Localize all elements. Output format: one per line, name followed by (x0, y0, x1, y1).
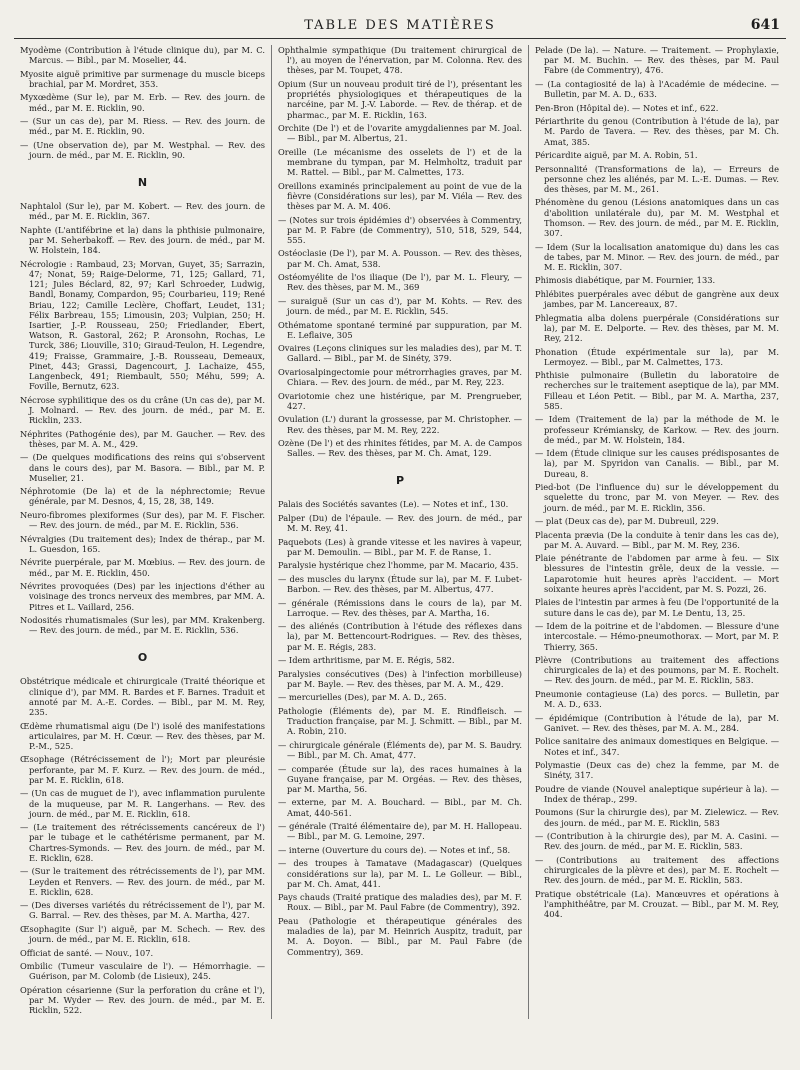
index-entry: — chirurgicale générale (Éléments de), par M. S. Baudry. — Bibl., par M. Ch. Amat, 477. (278, 739, 522, 760)
index-entry: — générale (Traité élémentaire de), par M. H. Hallopeau. — Bibl., par M. G. Lemoine, 297. (278, 821, 522, 842)
index-entry: — mercurielles (Des), par M. A. D., 265. (278, 692, 447, 703)
index-entry: Poumons (Sur la chirurgie des), par M. Zielewicz. — Rev. des journ. de méd., par M. E. Ricklin, 583 (535, 807, 779, 828)
index-entry: — (Contribution à la chirurgie des), par M. A. Casini. — Rev. des journ. de méd., par M. E. Ricklin, 583. (535, 831, 779, 852)
index-entry: Naphte (L'antifébrine et la) dans la phthisie pulmonaire, par M. Seherbakoff. — Rev. des journ. de méd., par M. W. Holstein, 184. (20, 224, 265, 256)
index-column-3 (528, 45, 785, 1019)
index-entry: — externe, par M. A. Bouchard. — Bibl., par M. Ch. Amat, 440-561. (278, 797, 522, 818)
index-entry: Placenta prævia (De la conduite à tenir dans les cas de), par M. A. Auvard. — Bibl., par M. M. Rey, 236. (535, 529, 779, 550)
index-entry: Pratique obstétricale (La). Manœuvres et opérations à l'amphithéâtre, par M. Crouzat. — Bibl., par M. M. Rey, 404. (535, 888, 779, 920)
index-entry: Personnalité (Transformations de la), — Erreurs de personne chez les aliénés, par M. L.-E. Dumas. — Rev. des thèses, par M. M., 261. (535, 163, 779, 194)
index-entry: Pelade (De la). — Nature. — Traitement. — Prophylaxie, par M. M. Buchin. — Rev. des thèses, par M. Paul Fabre (de Commentry), 476. (535, 45, 779, 76)
index-entry: Ostéoclasie (De l'), par M. A. Pousson. — Rev. des thèses, par M. Ch. Amat, 538. (278, 248, 522, 269)
index-entry: Ovariosalpingectomie pour métrorrhagies graves, par M. Chiara. — Rev. des journ. de méd., par M. Rey, 223. (278, 366, 522, 388)
index-entry: Ostéomyélite de l'os iliaque (De l'), par M. L. Fleury, — Rev. des thèses, par M. M., 369 (278, 272, 522, 293)
index-entry: — Idem (Étude clinique sur les causes prédisposantes de la), par M. Spyridon van Canalis. — Bibl., par M. Dureau, 8. (535, 448, 779, 479)
index-entry: — Idem de la poitrine et de l'abdomen. — Blessure d'une intercostale. — Hémo-pneumothorax. — Mort, par M. P. Thierry, 365. (535, 621, 779, 652)
index-columns (14, 45, 786, 1019)
index-entry: Pneumonie contagieuse (La) des porcs. — Bulletin, par M. A. D., 633. (535, 688, 779, 710)
index-entry: Obstétrique médicale et chirurgicale (Traité théorique et clinique d'), par MM. R. Bardes et F. Barnes. Traduit et annoté par M. A.-E. Cordes. — Bibl., par M. M. Rey, 235. (20, 676, 265, 718)
index-entry: Périarthrite du genou (Contribution à l'étude de la), par M. Pardo de Tavera. — Rev. des thèses, par M. Ch. Amat, 385. (535, 116, 779, 147)
page-number: 641 (750, 17, 780, 33)
section-letter: P (395, 474, 405, 488)
index-entry: Nécrose syphilitique des os du crâne (Un cas de), par M. J. Molnard. — Rev. des journ. de méd., par M. E. Ricklin, 233. (20, 394, 265, 426)
index-entry: Ovariotomie chez une histérique, par M. Prengrueber, 427. (278, 390, 522, 411)
page-title: TABLE DES MATIÈRES (304, 18, 496, 33)
index-entry: Néphrites (Pathogénie des), par M. Gaucher. — Rev. des thèses, par M. A. M., 429. (20, 428, 265, 449)
index-entry: Pathologie (Éléments de), par M. E. Rindfleisch. — Traduction française, par M. J. Schmitt. — Bibl., par M. A. Robin, 210. (278, 705, 522, 737)
index-entry: Pied-bot (De l'influence du) sur le développement du squelette du tronc, par M. von Meyer. — Rev. des journ. de méd., par M. E. Ricklin, 356. (535, 482, 779, 513)
index-entry: — suraiguë (Sur un cas d'), par M. Kohts. — Rev. des journ. de méd., par M. E. Ricklin, 545. (278, 295, 522, 317)
index-entry: — (Le traitement des rétrécissements cancéreux de l') par le tubage et le cathétérisme permanent, par M. Chartres-Symonds. — Rev. des journ. de méd., par M. E. Ricklin, 628. (20, 822, 265, 863)
index-entry: Pen-Bron (Hôpital de). — Notes et inf., 622. (535, 102, 719, 113)
index-entry: Néphrotomie (De la) et de la néphrectomie; Revue générale, par M. Desnos, 4, 15, 28, 38, 149. (20, 486, 265, 507)
index-entry: — (De quelques modifications des reins qui s'observent dans le cours des), par M. Basora. — Bibl., par M. P. Muselier, 21. (20, 452, 265, 483)
index-entry: — (Notes sur trois épidémies d') observées à Commentry, par M. P. Fabre (de Commentry), 510, 518, 529, 544, 555. (278, 214, 522, 245)
index-entry: Neuro-fibromes plexiformes (Sur des), par M. F. Fischer. — Rev. des journ. de méd., par M. E. Ricklin, 536. (20, 509, 265, 531)
index-entry: Phthisie pulmonaire (Bulletin du laboratoire de recherches sur le traitement aseptique de la), par MM. Filleau et Léon Petit. — Bibl., par M. A. Martha, 237, 585. (535, 370, 779, 411)
index-entry: Myxœdème (Sur le), par M. Erb. — Rev. des journ. de méd., par M. E. Ricklin, 90. (20, 92, 265, 113)
index-entry: — (Sur un cas de), par M. Riess. — Rev. des journ. de méd., par M. E. Ricklin, 90. (20, 116, 265, 137)
index-column-2 (271, 45, 528, 1019)
section-letter: N (137, 176, 148, 190)
index-entry: Oreillons examinés principalement au point de vue de la fièvre (Considérations sur les), par M. Viéla — Rev. des thèses par M. A. M. 406. (278, 180, 522, 212)
index-entry: Ophthalmie sympathique (Du traitement chirurgical de l'), au moyen de l'énervation, par M. Colonna. Rev. des thèses, par M. Toupet, 478. (278, 45, 522, 76)
index-entry: — (Une observation de), par M. Westphal. — Rev. des journ. de méd., par M. E. Ricklin, 90. (20, 139, 265, 161)
index-entry: Paralysies consécutives (Des) à l'infection morbilleuse) par M. Bayle. — Rev. des thèses, par M. A. M., 429. (278, 668, 522, 689)
index-entry: — épidémique (Contribution à l'étude de la), par M. Ganivet. — Rev. des thèses, par M. A. M., 284. (535, 712, 779, 733)
index-entry: Névrites provoquées (Des) par les injections d'éther au voisinage des troncs nerveux des membres, par MM. A. Pitres et L. Vaillard, 256. (20, 581, 265, 612)
index-entry: Phénomène du genou (Lésions anatomiques dans un cas d'abolition unilatérale du), par M. M. Westphal et Thomson. — Rev. des journ. de méd., par M. E. Ricklin, 307. (535, 197, 779, 239)
index-entry: — Idem (Sur la localisation anatomique du) dans les cas de tabes, par M. Minor. — Rev. des journ. de méd., par M. E. Ricklin, 307. (535, 241, 779, 272)
index-entry: — interne (Ouverture du cours de). — Notes et inf., 58. (278, 844, 511, 855)
index-entry: Palais des Sociétés savantes (Le). — Notes et inf., 130. (278, 499, 509, 510)
index-entry: — des muscles du larynx (Étude sur la), par M. F. Lubet-Barbon. — Rev. des thèses, par M. Albertus, 477. (278, 573, 522, 595)
index-entry: Officiat de santé. — Nouv., 107. (20, 947, 154, 958)
index-entry: Œsophage (Rétrécissement de l'); Mort par pleurésie perforante, par M. F. Kurz. — Rev. des journ. de méd., par M. E. Ricklin, 618. (20, 754, 265, 785)
index-entry: — comparée (Étude sur la), des races humaines à la Guyane française, par M. Orgéas. — Rev. des thèses, par M. Martha, 56. (278, 763, 522, 794)
index-entry: Phlébites puerpérales avec début de gangrène aux deux jambes, par M. Lancereaux, 87. (535, 288, 779, 310)
index-entry: — Idem arthritisme, par M. E. Régis, 582. (278, 655, 455, 666)
index-entry: Opération césarienne (Sur la perforation du crâne et l'), par M. Wyder — Rev. des journ. de méd., par M. E. Ricklin, 522. (20, 984, 265, 1016)
index-entry: Palper (Du) de l'épaule. — Rev. des journ. de méd., par M. M. Rey, 41. (278, 512, 522, 534)
index-entry: Police sanitaire des animaux domestiques en Belgique. — Notes et inf., 347. (535, 736, 779, 757)
index-column-1 (14, 45, 271, 1019)
index-entry: Ozène (De l') et des rhinites fétides, par M. A. de Campos Salles. — Rev. des thèses, par M. Ch. Amat, 129. (278, 438, 522, 459)
page-header (14, 14, 786, 39)
index-entry: — (Des diverses variétés du rétrécissement de l'), par M. G. Barral. — Rev. des thèses, par M. A. Martha, 427. (20, 900, 265, 921)
index-entry: Nodosités rhumatismales (Sur les), par MM. Krakenberg. — Rev. des journ. de méd., par M. E. Ricklin, 536. (20, 615, 265, 636)
index-entry: Othématome spontané terminé par suppuration, par M. E. Leflaive, 305 (278, 319, 522, 340)
index-entry: Polymastie (Deux cas de) chez la femme, par M. de Sinéty, 317. (535, 760, 779, 781)
index-entry: Paralysie hystérique chez l'homme, par M. Macario, 435. (278, 560, 519, 571)
index-entry: — (Sur le traitement des rétrécissements de l'), par MM. Leyden et Renvers. — Rev. des journ. de méd., par M. E. Ricklin, 628. (20, 866, 265, 897)
index-entry: Peau (Pathologie et thérapeutique générales des maladies de la), par M. Heinrich Auspitz, traduit, par M. A. Doyon. — Bibl., par M. Paul Fabre (de Commentry), 369. (278, 915, 522, 957)
index-entry: Oreille (Le mécanisme des osselets de l') et de la membrane du tympan, par M. Helmholtz, traduit par M. Rattel. — Bibl., par M. Calmettes, 173. (278, 146, 522, 178)
index-entry: Pays chauds (Traité pratique des maladies des), par M. F. Roux. — Bibl., par M. Paul Fabre (de Commentry), 392. (278, 892, 522, 913)
index-entry: Phlegmatia alba dolens puerpérale (Considérations sur la), par M. E. Delporte. — Rev. des thèses, par M. M. Rey, 212. (535, 312, 779, 344)
index-entry: Péricardite aiguë, par M. A. Robin, 51. (535, 150, 698, 161)
index-entry: Myodème (Contribution à l'étude clinique du), par M. C. Marcus. — Bibl., par M. Moselier, 44. (20, 45, 265, 66)
index-entry: Plaies de l'intestin par armes à feu (De l'opportunité de la suture dans le cas de), par M. Le Dentu, 13, 25. (535, 597, 779, 618)
index-entry: Œsophagite (Sur l') aiguë, par M. Schech. — Rev. des journ. de méd., par M. E. Ricklin, 618. (20, 923, 265, 945)
index-entry: Orchite (De l') et de l'ovarite amygdaliennes par M. Joal. — Bibl., par M. Albertus, 21. (278, 123, 522, 144)
index-entry: Phonation (Étude expérimentale sur la), par M. Lermoyez. — Bibl., par M. Calmettes, 173. (535, 346, 779, 367)
index-entry: Nécrologie : Rambaud, 23; Morvan, Guyet, 35; Sarrazin, 47; Nonat, 59; Raige-Delorme, 71, 125; Gallard, 71, 121; Jules Béclard, 82, 97; Karl Schroeder, Ludwig, Bandl, Bonamy, Compardon, 95; Courbarieu, 119; René Briau, 122; Camille Leclère, Choffart, Leudet, 131; Félix Barbreau, 155; Limousin, 203; Vulpian, 250; H. Isartier, J.-P. Rousseau, 250; Friedlander, Ebert, Watson, R. Gastoral, 262; P. Aronsohn, Rochas, Le Turck, 386; Liouville, 310; Giraud-Teulon, H. Legendre, 419; Fraisse, Grammaire, J.-B. Rousseau, Demeaux, Pinet, 443; Grassi, Dagencourt, J. Lachaize, 455, Langenbeck, 491; Riembault, 550; Méhu, 599; A. Foville, Bernutz, 623. (20, 258, 265, 392)
index-entry: — (Un cas de muguet de l'), avec inflammation purulente de la muqueuse, par M. R. Langerhans. — Rev. des journ. de méd., par M. E. Ricklin, 618. (20, 788, 265, 819)
index-entry: Œdème rhumatismal aigu (De l') isolé des manifestations articulaires, par M. H. Cœur. — Rev. des thèses, par M. P.-M., 525. (20, 720, 265, 751)
index-entry: Ovaires (Leçons cliniques sur les maladies des), par M. T. Gallard. — Bibl., par M. de Sinéty, 379. (278, 343, 522, 364)
index-entry: Myosite aiguë primitive par surmenage du muscle biceps brachial, par M. Mordret, 353. (20, 68, 265, 89)
index-entry: Plaie pénétrante de l'abdomen par arme à feu. — Six blessures de l'intestin grêle, deux de la vessie. — Laparotomie huit heures après l'accident. — Mort soixante heures après l'accident, par M. S. Pozzi, 26. (535, 553, 779, 594)
index-entry: Névrite puerpérale, par M. Mœbius. — Rev. des journ. de méd., par M. E. Ricklin, 450. (20, 557, 265, 578)
index-entry: Ombilic (Tumeur vasculaire de l'). — Hémorrhagie. — Guérison, par M. Colomb (de Lisieux), 245. (20, 961, 265, 982)
index-entry: Névralgies (Du traitement des); Index de thérap., par M. L. Guesdon, 165. (20, 533, 265, 554)
index-entry: — plat (Deux cas de), par M. Dubreuil, 229. (535, 516, 719, 527)
index-entry: Ovulation (L') durant la grossesse, par M. Christopher. — Rev. des thèses, par M. M. Rey, 222. (278, 414, 522, 435)
index-entry: — générale (Rémissions dans le cours de la), par M. Larroque. — Rev. des thèses, par A. Martha, 16. (278, 597, 522, 618)
index-entry: Poudre de viande (Nouvel analeptique supérieur à la). — Index de thérap., 299. (535, 783, 779, 804)
section-letter: O (137, 651, 148, 665)
index-entry: — Idem (Traitement de la) par la méthode de M. le professeur Krémiansky, de Karkow. — Rev. des journ. de méd., par M. W. Holstein, 184. (535, 414, 779, 445)
index-entry: Plèvre (Contributions au traitement des affections chirurgicales de la) et des poumons, par M. E. Rochelt. — Rev. des journ. de méd., par M. E. Ricklin, 583. (535, 655, 779, 686)
index-entry: Paquebots (Les) à grande vitesse et les navires à vapeur, par M. Demoulin. — Bibl., par M. F. de Ranse, 1. (278, 536, 522, 557)
index-entry: Naphtalol (Sur le), par M. Kobert. — Rev. des journ. de méd., par M. E. Ricklin, 367. (20, 201, 265, 222)
index-entry: Phimosis diabétique, par M. Fournier, 133. (535, 275, 716, 286)
index-entry: — (La contagiosité de la) à l'Académie de médecine. — Bulletin, par M. A. D., 633. (535, 78, 779, 100)
index-entry: — des troupes à Tamatave (Madagascar) (Quelques considérations sur la), par M. L. Le Golleur. — Bibl., par M. Ch. Amat, 441. (278, 858, 522, 889)
index-entry: — (Contributions au traitement des affections chirurgicales de la plèvre et des), par M. E. Rochelt — Rev. des journ. de méd., par M. E. Ricklin, 583. (535, 854, 779, 886)
index-entry: Opium (Sur un nouveau produit tiré de l'), présentant les propriétés physiologiques et thérapeutiques de la narcéine, par M. J.-V. Laborde. — Rev. de thérap. et de pharmac., par M. E. Ricklin, 163. (278, 78, 522, 120)
index-entry: — des aliénés (Contribution à l'étude des réflexes dans la), par M. Bettencourt-Rodrigues. — Rev. des thèses, par M. E. Régis, 283. (278, 621, 522, 652)
